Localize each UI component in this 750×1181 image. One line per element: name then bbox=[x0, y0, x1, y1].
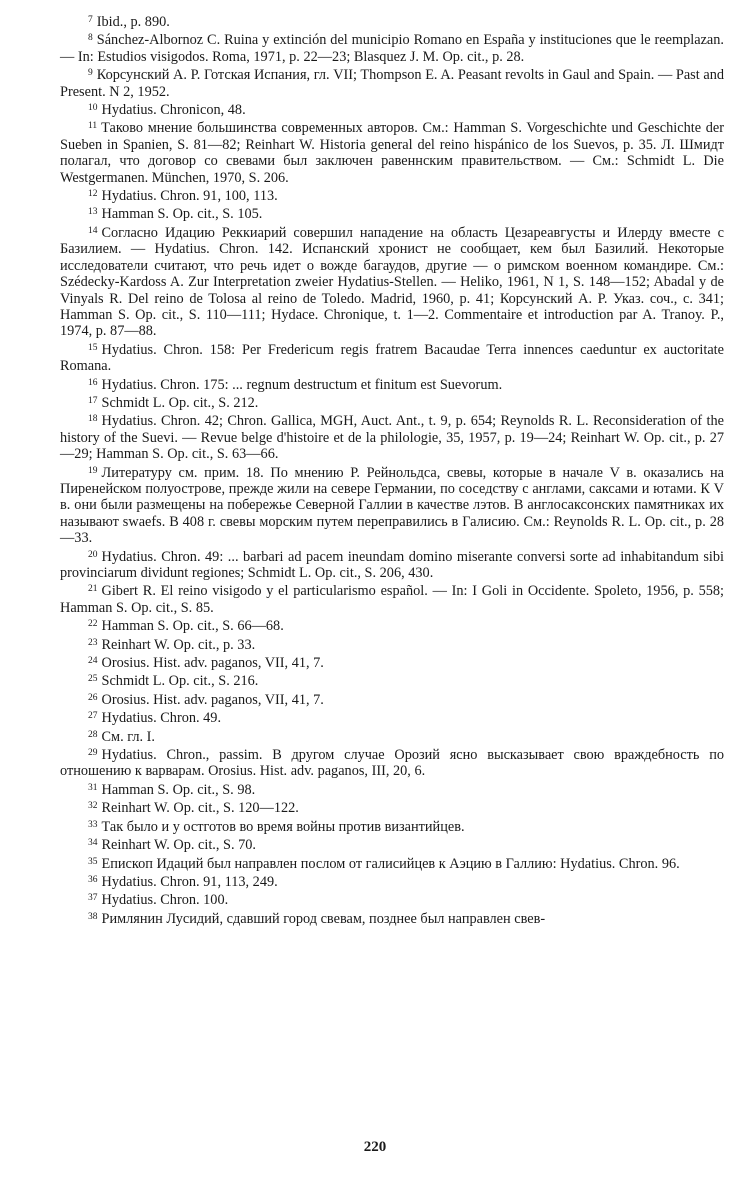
footnote bbox=[60, 780, 724, 798]
footnote bbox=[60, 653, 724, 671]
footnote-text: Orosius. Hist. adv. paganos, VII, 41, 7. bbox=[101, 691, 324, 708]
footnote-text: Таково мнение большинства современных авторов. См.: Hamman S. Vorgeschichte und Geschichte der Sueben in Spanien, S. 81—82; Reinhart W. Historia general del reino hispánico de los Suevos, p. 35. Л. Шмидт полагал, что договор со свевами был заключен равеннским правительством. — См.: Schmidt L. Die Westgermanen. München, 1970, S. 206. bbox=[60, 120, 724, 186]
footnote-text: Hydatius. Chronicon, 48. bbox=[101, 102, 246, 119]
page-body bbox=[60, 12, 724, 927]
footnote bbox=[60, 547, 724, 582]
footnote-number: 28 bbox=[88, 729, 98, 740]
footnote-number: 13 bbox=[88, 207, 98, 218]
footnote-text: Hydatius. Chron., passim. В другом случае Орозий ясно высказывает свою враждебность по отношению к варварам. Orosius. Hist. adv. paganos, III, 20, 6. bbox=[60, 747, 724, 780]
footnote-text: Hamman S. Op. cit., S. 66—68. bbox=[101, 618, 284, 635]
footnote-number: 25 bbox=[88, 674, 98, 685]
footnote-number: 24 bbox=[88, 656, 98, 667]
footnote-number: 14 bbox=[88, 225, 98, 236]
page-number: 220 bbox=[363, 1139, 387, 1155]
footnote-number: 20 bbox=[88, 549, 98, 560]
footnote bbox=[60, 616, 724, 634]
footnote bbox=[60, 223, 724, 340]
footnote-text: Римлянин Лусидий, сдавший город свевам, позднее был направлен свев- bbox=[101, 910, 546, 927]
footnote-number: 31 bbox=[88, 782, 98, 793]
footnote-number: 12 bbox=[88, 189, 98, 200]
footnote-text: Hydatius. Chron. 42; Chron. Gallica, MGH, Auct. Ant., t. 9, p. 654; Reynolds R. L. Reconsideration of the history of the Suevi. — Revue belge d'histoire et de la philologie, 35, 1957, p. 19—24; Reinhart W. Op. cit., p. 27—29; Hamman S. Op. cit., S. 63—66. bbox=[60, 413, 724, 463]
footnote bbox=[60, 708, 724, 726]
footnote-text: Hydatius. Chron. 91, 100, 113. bbox=[101, 188, 278, 205]
footnote bbox=[60, 817, 724, 835]
footnote-text: Hydatius. Chron. 49. bbox=[101, 710, 222, 727]
footnote-number: 21 bbox=[88, 584, 98, 595]
footnote-text: Епископ Идаций был направлен послом от галисийцев к Аэцию в Галлию: Hydatius. Chron. 96. bbox=[101, 855, 680, 872]
footnote bbox=[60, 671, 724, 689]
footnote-number: 19 bbox=[88, 465, 98, 476]
footnote-text: Hydatius. Chron. 175: ... regnum destructum et finitum est Suevorum. bbox=[101, 376, 503, 393]
footnote-text: Согласно Идацию Реккиарий совершил нападение на область Цезареавгусты и Илерду вместе с Базилием. — Hydatius. Chron. 142. Испанский хронист не сообщает, кем был Базилий. Некоторые исследователи считают, что речь идет о вожде багаудов, другие — о римском военном командире. См.: Szédecky-Kardoss A. Zur Interpretation zweier Hydatius-Stellen. — Heliko, 1961, N 1, S. 148—152; Abadal y de Vinyals R. Del reino de Tolosa al reino de Toledo. Madrid, 1960, p. 41; Корсунский А. Р. Указ. соч., с. 341; Hamman S. Op. cit., S. 110—111; Hydace. Chronique, t. 1—2. Commentaire et introduction par A. Tranoy. P., 1974, p. 87—88. bbox=[60, 224, 724, 340]
footnote-number: 7 bbox=[88, 15, 93, 25]
footnote-text: Gibert R. El reino visigodo y el particularismo español. — In: I Goli in Occidente. Spoleto, 1956, p. 558; Hamman S. Op. cit., S. 85. bbox=[60, 583, 724, 616]
footnote-text: Reinhart W. Op. cit., p. 33. bbox=[101, 636, 256, 653]
footnote bbox=[60, 909, 724, 927]
footnote bbox=[60, 635, 724, 653]
footnote bbox=[60, 854, 724, 872]
footnote-text: Так было и у остготов во время войны против византийцев. bbox=[101, 818, 465, 835]
footnote bbox=[60, 30, 724, 65]
footnote bbox=[60, 12, 724, 30]
footnote-number: 37 bbox=[88, 893, 98, 904]
footnote-number: 35 bbox=[88, 856, 98, 867]
footnote-number: 11 bbox=[88, 121, 98, 132]
footnote-number: 32 bbox=[88, 801, 98, 812]
footnote bbox=[60, 411, 724, 462]
footnote-number: 34 bbox=[88, 838, 98, 849]
footnote-text: Schmidt L. Op. cit., S. 212. bbox=[101, 394, 259, 411]
footnote-text: Hydatius. Chron. 91, 113, 249. bbox=[101, 873, 278, 890]
footnote bbox=[60, 393, 724, 411]
footnote-number: 29 bbox=[88, 748, 98, 759]
footnote bbox=[60, 727, 724, 745]
footnote-number: 10 bbox=[88, 103, 98, 114]
footnote bbox=[60, 375, 724, 393]
footnote-number: 8 bbox=[88, 33, 93, 44]
footnote-number: 26 bbox=[88, 692, 98, 703]
footnote-number: 36 bbox=[88, 874, 98, 885]
footnote-number: 38 bbox=[88, 911, 98, 922]
footnote-text: Hydatius. Chron. 158: Per Fredericum regis fratrem Bacaudae Terra innences caeduntur ex auctoritate Romana. bbox=[60, 341, 724, 375]
footnote bbox=[60, 204, 724, 222]
footnote-number: 16 bbox=[88, 377, 98, 388]
footnote bbox=[60, 118, 724, 186]
footnote bbox=[60, 340, 724, 375]
footnote-number: 23 bbox=[88, 637, 98, 648]
footnote-text: Литературу см. прим. 18. По мнению Р. Рейнольдса, свевы, которые в начале V в. оказались на Пиренейском полуострове, прежде жили на севере Германии, по соседству с англами, саксами и ютами. К V в. они были размещены на побережье Северной Галлии в качестве лэтов. В англосаксонских памятниках их называют swaefs. В 408 г. свевы морским путем переправились в Галисию. См.: Reynolds R. L. Op. cit., p. 28—33. bbox=[60, 464, 724, 547]
footnote-text: Hydatius. Chron. 49: ... barbari ad pacem ineundam domino miserante conversi sorte ad inhabitandum sibi provinciarum dividunt regiones; Schmidt L. Op. cit., S. 206, 430. bbox=[60, 548, 724, 581]
footnotes-list bbox=[60, 12, 724, 927]
footnote bbox=[60, 890, 724, 908]
footnote-text: Hamman S. Op. cit., S. 105. bbox=[101, 206, 263, 223]
footnote-number: 33 bbox=[88, 819, 98, 830]
footnote-text: Hamman S. Op. cit., S. 98. bbox=[101, 781, 256, 798]
footnote-number: 15 bbox=[88, 342, 98, 353]
footnote-number: 27 bbox=[88, 711, 98, 722]
footnote-text: Reinhart W. Op. cit., S. 70. bbox=[101, 837, 256, 854]
footnote-number: 22 bbox=[88, 619, 98, 630]
footnote-text: Sánchez-Albornoz C. Ruina y extinción del municipio Romano en España y instituciones que le reemplazan. — In: Estudios visigodos. Roma, 1971, p. 22—23; Blasquez J. M. Op. cit., p. 28. bbox=[60, 32, 724, 65]
footnote bbox=[60, 65, 724, 100]
footnote-text: См. гл. I. bbox=[101, 728, 155, 745]
footnote bbox=[60, 745, 724, 780]
footnote-number: 18 bbox=[88, 414, 98, 425]
footnote-text: Ibid., p. 890. bbox=[96, 14, 170, 30]
footnote-number: 9 bbox=[88, 68, 93, 79]
footnote bbox=[60, 463, 724, 547]
footnote bbox=[60, 690, 724, 708]
footnote bbox=[60, 872, 724, 890]
footnote bbox=[60, 186, 724, 204]
footnote-text: Orosius. Hist. adv. paganos, VII, 41, 7. bbox=[101, 655, 324, 672]
footnote-text: Schmidt L. Op. cit., S. 216. bbox=[101, 673, 259, 690]
footnote-text: Hydatius. Chron. 100. bbox=[101, 892, 229, 909]
footnote-number: 17 bbox=[88, 395, 98, 406]
footnote bbox=[60, 835, 724, 853]
footnote-text: Корсунский А. Р. Готская Испания, гл. VII; Thompson E. A. Peasant revolts in Gaul and Spain. — Past and Present. N 2, 1952. bbox=[60, 67, 724, 100]
footnote-text: Reinhart W. Op. cit., S. 120—122. bbox=[101, 800, 299, 817]
footnote bbox=[60, 798, 724, 816]
footnote bbox=[60, 581, 724, 616]
footnote bbox=[60, 100, 724, 118]
